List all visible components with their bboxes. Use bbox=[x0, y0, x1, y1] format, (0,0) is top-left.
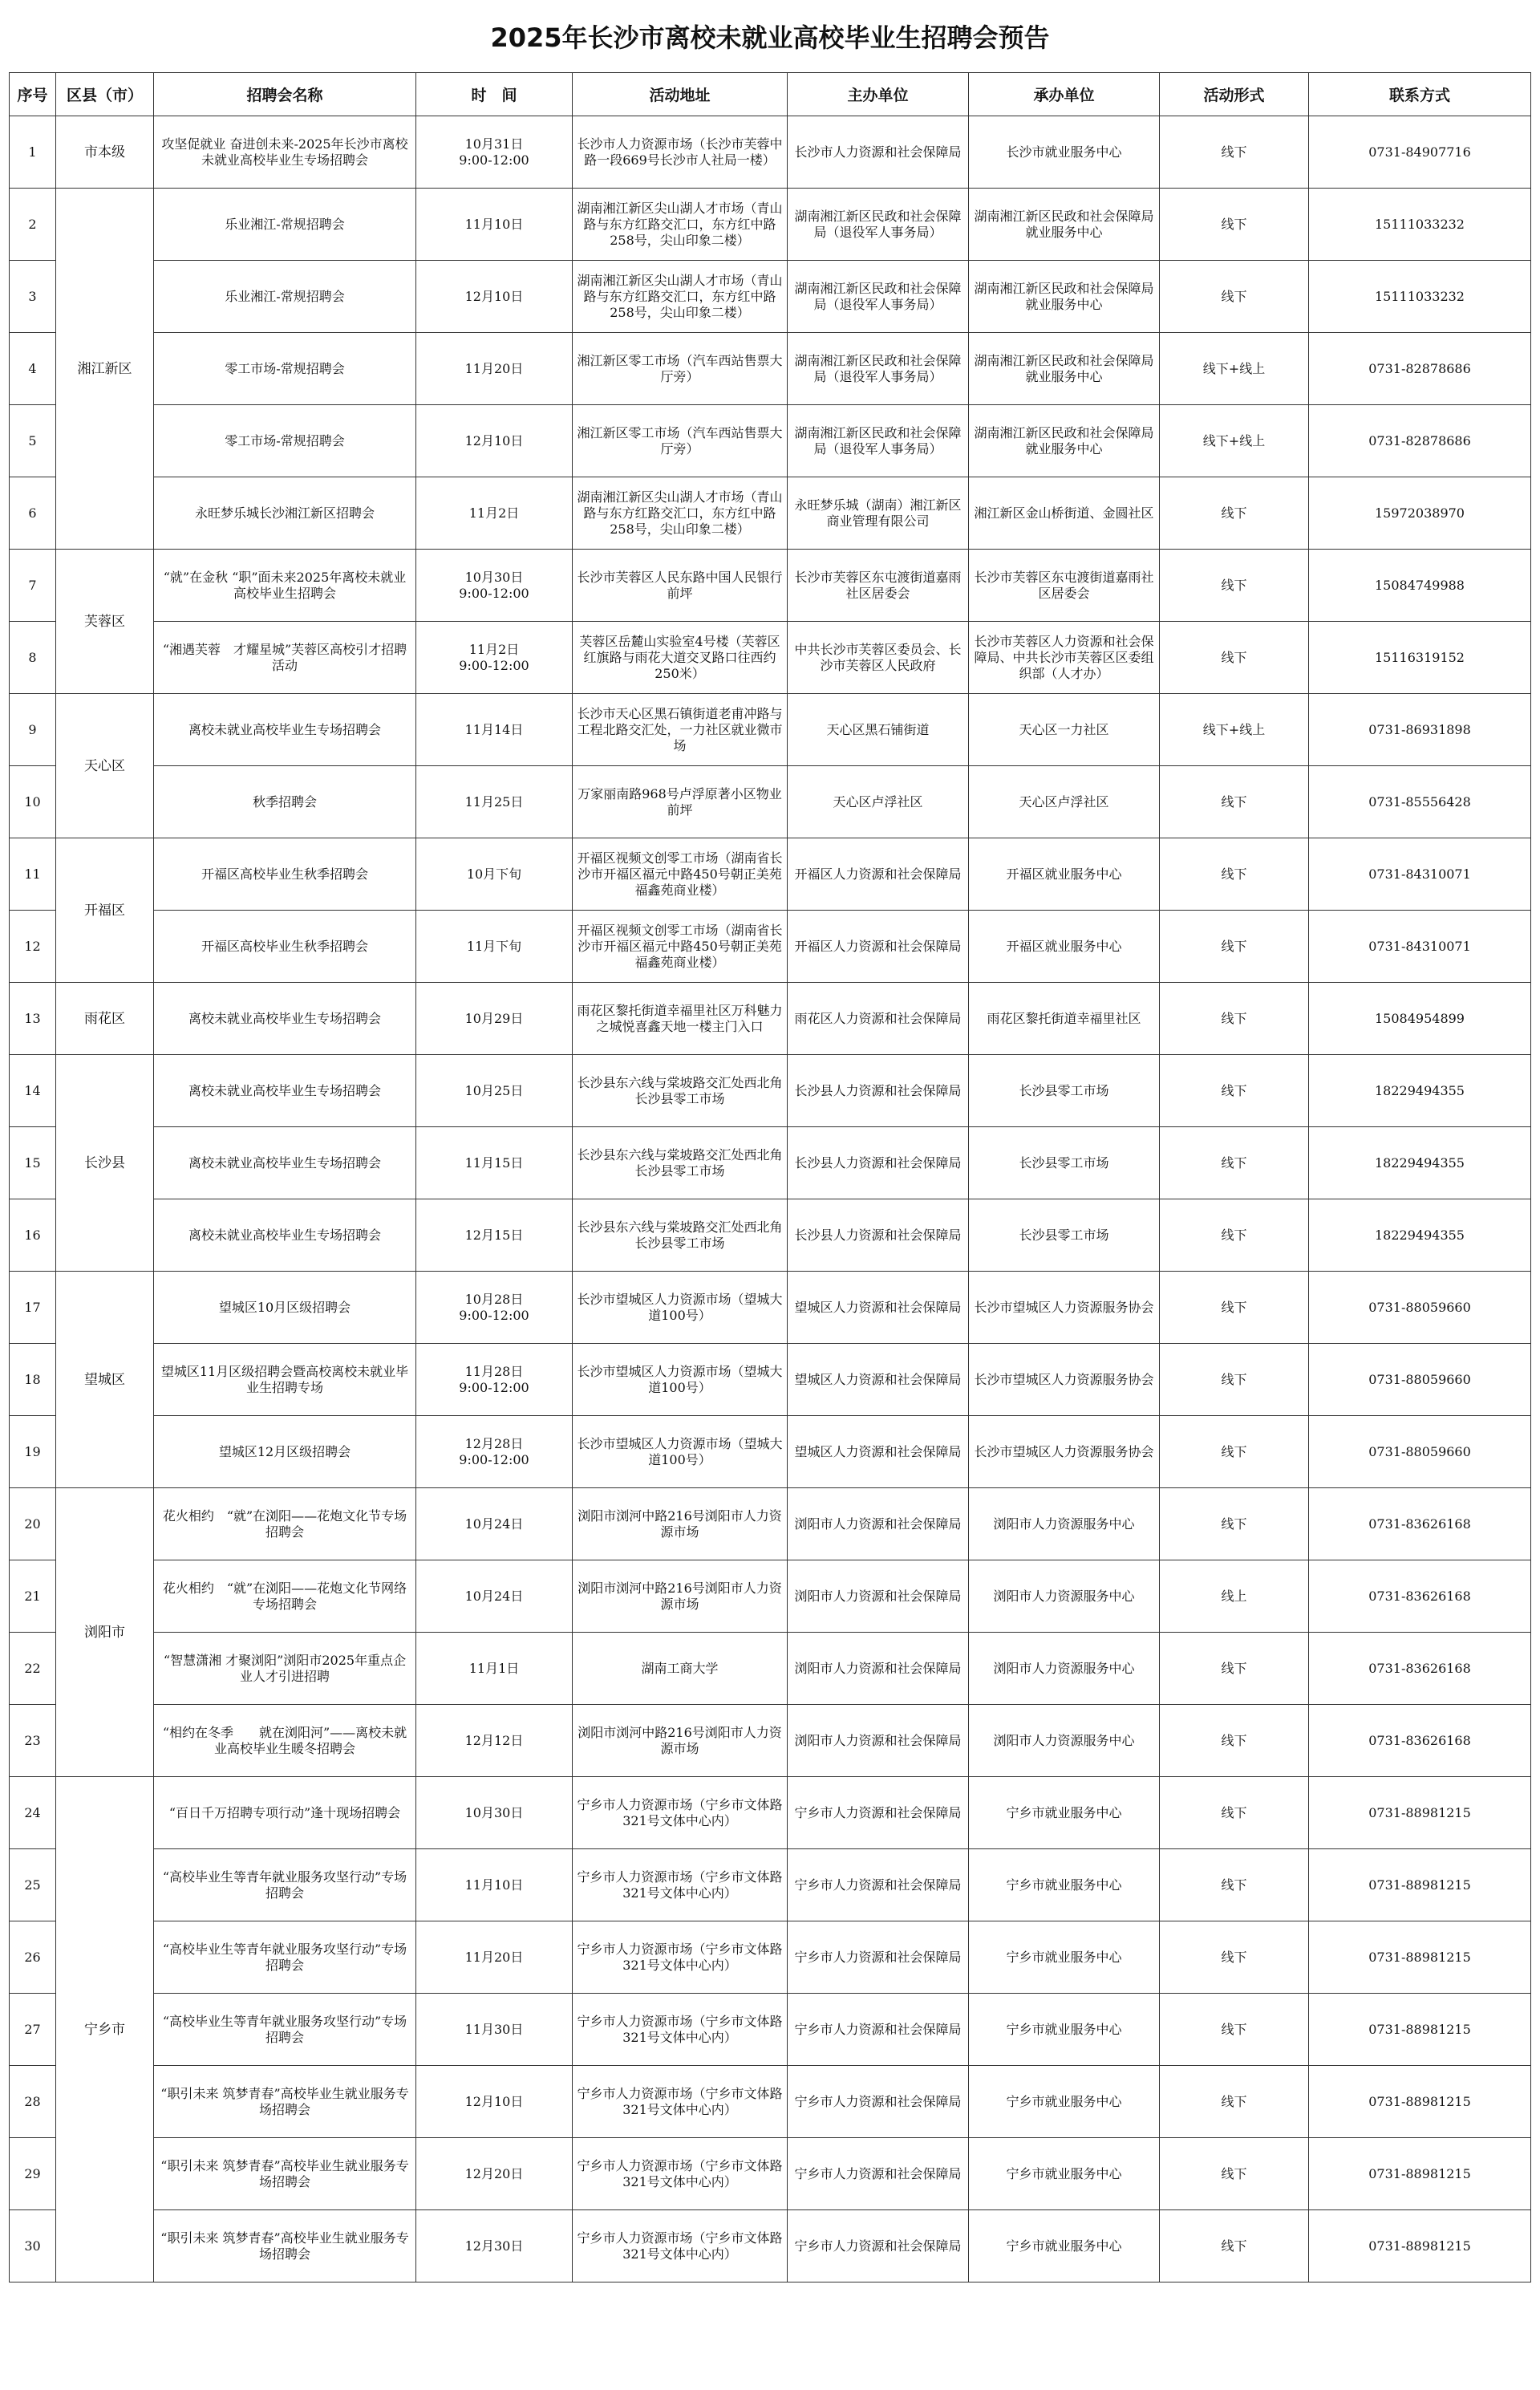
row-address: 浏阳市浏河中路216号浏阳市人力资源市场 bbox=[573, 1488, 788, 1560]
row-address: 长沙市人力资源市场（长沙市芙蓉中路一段669号长沙市人社局一楼） bbox=[573, 116, 788, 189]
row-address: 湖南湘江新区尖山湖人才市场（青山路与东方红路交汇口，东方红中路258号，尖山印象二楼） bbox=[573, 477, 788, 550]
table-row bbox=[10, 1488, 1531, 1560]
row-format: 线下+线上 bbox=[1160, 694, 1309, 766]
row-number: 12 bbox=[10, 911, 56, 983]
row-district: 市本级 bbox=[56, 116, 154, 189]
row-organizer: 宁乡市就业服务中心 bbox=[969, 1994, 1160, 2066]
row-address: 宁乡市人力资源市场（宁乡市文体路321号文体中心内） bbox=[573, 1994, 788, 2066]
row-number: 3 bbox=[10, 261, 56, 333]
row-fair-name: 花火相约 “就”在浏阳——花炮文化节专场招聘会 bbox=[154, 1488, 416, 1560]
row-district: 天心区 bbox=[56, 694, 154, 838]
row-format: 线下 bbox=[1160, 1633, 1309, 1705]
row-organizer: 长沙县零工市场 bbox=[969, 1199, 1160, 1272]
row-organizer: 浏阳市人力资源服务中心 bbox=[969, 1633, 1160, 1705]
row-organizer: 湘江新区金山桥街道、金圆社区 bbox=[969, 477, 1160, 550]
table-row bbox=[10, 2210, 1531, 2282]
row-time: 11月15日 bbox=[416, 1127, 573, 1199]
row-host: 宁乡市人力资源和社会保障局 bbox=[788, 2066, 969, 2138]
row-contact: 15084749988 bbox=[1309, 550, 1531, 622]
row-format: 线下+线上 bbox=[1160, 333, 1309, 405]
row-fair-name: “湘遇芙蓉 才耀星城”芙蓉区高校引才招聘活动 bbox=[154, 622, 416, 694]
row-format: 线下 bbox=[1160, 1127, 1309, 1199]
row-organizer: 宁乡市就业服务中心 bbox=[969, 1777, 1160, 1849]
row-format: 线下 bbox=[1160, 477, 1309, 550]
row-contact: 0731-88059660 bbox=[1309, 1272, 1531, 1344]
table-row bbox=[10, 766, 1531, 838]
row-host: 湖南湘江新区民政和社会保障局（退役军人事务局） bbox=[788, 333, 969, 405]
row-host: 长沙市芙蓉区东屯渡街道嘉雨社区居委会 bbox=[788, 550, 969, 622]
row-time: 10月30日 9:00-12:00 bbox=[416, 550, 573, 622]
row-fair-name: “职引未来 筑梦青春”高校毕业生就业服务专场招聘会 bbox=[154, 2210, 416, 2282]
row-number: 19 bbox=[10, 1416, 56, 1488]
row-fair-name: “智慧潇湘 才聚浏阳”浏阳市2025年重点企业人才引进招聘 bbox=[154, 1633, 416, 1705]
row-organizer: 开福区就业服务中心 bbox=[969, 911, 1160, 983]
row-format: 线下 bbox=[1160, 116, 1309, 189]
row-organizer: 天心区卢浮社区 bbox=[969, 766, 1160, 838]
row-address: 湖南湘江新区尖山湖人才市场（青山路与东方红路交汇口，东方红中路258号，尖山印象二楼） bbox=[573, 261, 788, 333]
row-organizer: 湖南湘江新区民政和社会保障局就业服务中心 bbox=[969, 405, 1160, 477]
row-time: 11月10日 bbox=[416, 189, 573, 261]
table-row bbox=[10, 116, 1531, 189]
row-host: 天心区黑石铺街道 bbox=[788, 694, 969, 766]
row-time: 12月10日 bbox=[416, 261, 573, 333]
row-organizer: 天心区一力社区 bbox=[969, 694, 1160, 766]
row-contact: 0731-82878686 bbox=[1309, 405, 1531, 477]
row-fair-name: “高校毕业生等青年就业服务攻坚行动”专场招聘会 bbox=[154, 1994, 416, 2066]
row-number: 9 bbox=[10, 694, 56, 766]
row-host: 中共长沙市芙蓉区委员会、长沙市芙蓉区人民政府 bbox=[788, 622, 969, 694]
row-contact: 0731-88981215 bbox=[1309, 1994, 1531, 2066]
row-address: 长沙市望城区人力资源市场（望城大道100号） bbox=[573, 1272, 788, 1344]
row-fair-name: 秋季招聘会 bbox=[154, 766, 416, 838]
row-time: 11月20日 bbox=[416, 1921, 573, 1994]
table-row bbox=[10, 477, 1531, 550]
row-address: 芙蓉区岳麓山实验室4号楼（芙蓉区红旗路与雨花大道交叉路口往西约250米） bbox=[573, 622, 788, 694]
row-time: 12月30日 bbox=[416, 2210, 573, 2282]
row-host: 浏阳市人力资源和社会保障局 bbox=[788, 1633, 969, 1705]
row-number: 20 bbox=[10, 1488, 56, 1560]
row-organizer: 宁乡市就业服务中心 bbox=[969, 2066, 1160, 2138]
row-format: 线下 bbox=[1160, 1849, 1309, 1921]
row-host: 湖南湘江新区民政和社会保障局（退役军人事务局） bbox=[788, 189, 969, 261]
row-time: 11月20日 bbox=[416, 333, 573, 405]
table-row bbox=[10, 1055, 1531, 1127]
row-format: 线下 bbox=[1160, 911, 1309, 983]
row-host: 宁乡市人力资源和社会保障局 bbox=[788, 1921, 969, 1994]
row-contact: 0731-88059660 bbox=[1309, 1416, 1531, 1488]
row-host: 浏阳市人力资源和社会保障局 bbox=[788, 1488, 969, 1560]
row-address: 宁乡市人力资源市场（宁乡市文体路321号文体中心内） bbox=[573, 2210, 788, 2282]
table-row bbox=[10, 261, 1531, 333]
row-contact: 0731-85556428 bbox=[1309, 766, 1531, 838]
row-organizer: 雨花区黎托街道幸福里社区 bbox=[969, 983, 1160, 1055]
row-number: 4 bbox=[10, 333, 56, 405]
row-number: 13 bbox=[10, 983, 56, 1055]
row-fair-name: “相约在冬季 就在浏阳河”——离校未就业高校毕业生暖冬招聘会 bbox=[154, 1705, 416, 1777]
row-host: 宁乡市人力资源和社会保障局 bbox=[788, 1849, 969, 1921]
table-row bbox=[10, 1344, 1531, 1416]
row-contact: 18229494355 bbox=[1309, 1127, 1531, 1199]
row-number: 2 bbox=[10, 189, 56, 261]
row-organizer: 湖南湘江新区民政和社会保障局就业服务中心 bbox=[969, 333, 1160, 405]
row-contact: 0731-88981215 bbox=[1309, 2138, 1531, 2210]
row-number: 29 bbox=[10, 2138, 56, 2210]
row-format: 线下 bbox=[1160, 1272, 1309, 1344]
row-district: 开福区 bbox=[56, 838, 154, 983]
row-address: 长沙市芙蓉区人民东路中国人民银行前坪 bbox=[573, 550, 788, 622]
row-contact: 0731-84907716 bbox=[1309, 116, 1531, 189]
row-organizer: 长沙市芙蓉区东屯渡街道嘉雨社区居委会 bbox=[969, 550, 1160, 622]
row-fair-name: 永旺梦乐城长沙湘江新区招聘会 bbox=[154, 477, 416, 550]
row-time: 12月15日 bbox=[416, 1199, 573, 1272]
row-address: 长沙市天心区黑石镇街道老甫冲路与工程北路交汇处，一力社区就业微市场 bbox=[573, 694, 788, 766]
row-contact: 0731-84310071 bbox=[1309, 911, 1531, 983]
row-host: 开福区人力资源和社会保障局 bbox=[788, 911, 969, 983]
row-contact: 0731-88981215 bbox=[1309, 1849, 1531, 1921]
row-time: 11月下旬 bbox=[416, 911, 573, 983]
row-number: 27 bbox=[10, 1994, 56, 2066]
row-address: 浏阳市浏河中路216号浏阳市人力资源市场 bbox=[573, 1705, 788, 1777]
row-number: 18 bbox=[10, 1344, 56, 1416]
row-contact: 0731-88981215 bbox=[1309, 1921, 1531, 1994]
col-header-time: 时 间 bbox=[416, 73, 573, 116]
row-time: 12月10日 bbox=[416, 2066, 573, 2138]
row-format: 线下 bbox=[1160, 766, 1309, 838]
table-row bbox=[10, 1272, 1531, 1344]
row-host: 长沙县人力资源和社会保障局 bbox=[788, 1055, 969, 1127]
row-host: 湖南湘江新区民政和社会保障局（退役军人事务局） bbox=[788, 405, 969, 477]
row-host: 开福区人力资源和社会保障局 bbox=[788, 838, 969, 911]
row-time: 10月下旬 bbox=[416, 838, 573, 911]
row-contact: 0731-86931898 bbox=[1309, 694, 1531, 766]
row-organizer: 宁乡市就业服务中心 bbox=[969, 2210, 1160, 2282]
table-row bbox=[10, 333, 1531, 405]
table-row bbox=[10, 1633, 1531, 1705]
row-time: 11月14日 bbox=[416, 694, 573, 766]
row-contact: 18229494355 bbox=[1309, 1199, 1531, 1272]
row-contact: 15116319152 bbox=[1309, 622, 1531, 694]
row-number: 5 bbox=[10, 405, 56, 477]
row-fair-name: 乐业湘江-常规招聘会 bbox=[154, 261, 416, 333]
row-time: 12月20日 bbox=[416, 2138, 573, 2210]
row-address: 宁乡市人力资源市场（宁乡市文体路321号文体中心内） bbox=[573, 1921, 788, 1994]
row-number: 26 bbox=[10, 1921, 56, 1994]
row-contact: 0731-88059660 bbox=[1309, 1344, 1531, 1416]
row-time: 11月2日 bbox=[416, 477, 573, 550]
row-number: 14 bbox=[10, 1055, 56, 1127]
table-row bbox=[10, 1849, 1531, 1921]
row-address: 湖南湘江新区尖山湖人才市场（青山路与东方红路交汇口，东方红中路258号，尖山印象二楼） bbox=[573, 189, 788, 261]
row-host: 望城区人力资源和社会保障局 bbox=[788, 1272, 969, 1344]
row-contact: 0731-88981215 bbox=[1309, 2210, 1531, 2282]
col-header-address: 活动地址 bbox=[573, 73, 788, 116]
row-fair-name: 攻坚促就业 奋进创未来-2025年长沙市离校未就业高校毕业生专场招聘会 bbox=[154, 116, 416, 189]
row-fair-name: “高校毕业生等青年就业服务攻坚行动”专场招聘会 bbox=[154, 1921, 416, 1994]
row-organizer: 长沙县零工市场 bbox=[969, 1127, 1160, 1199]
col-header-host: 主办单位 bbox=[788, 73, 969, 116]
row-format: 线下 bbox=[1160, 550, 1309, 622]
row-format: 线下+线上 bbox=[1160, 405, 1309, 477]
table-row bbox=[10, 622, 1531, 694]
row-number: 15 bbox=[10, 1127, 56, 1199]
row-format: 线上 bbox=[1160, 1560, 1309, 1633]
job-fair-table bbox=[9, 72, 1531, 2282]
col-header-format: 活动形式 bbox=[1160, 73, 1309, 116]
row-format: 线下 bbox=[1160, 1994, 1309, 2066]
row-organizer: 长沙市望城区人力资源服务协会 bbox=[969, 1272, 1160, 1344]
row-format: 线下 bbox=[1160, 2138, 1309, 2210]
row-time: 11月28日 9:00-12:00 bbox=[416, 1344, 573, 1416]
row-number: 8 bbox=[10, 622, 56, 694]
row-address: 开福区视频文创零工市场（湖南省长沙市开福区福元中路450号朝正美苑福鑫苑商业楼） bbox=[573, 838, 788, 911]
row-contact: 0731-83626168 bbox=[1309, 1705, 1531, 1777]
row-organizer: 长沙市就业服务中心 bbox=[969, 116, 1160, 189]
row-host: 浏阳市人力资源和社会保障局 bbox=[788, 1560, 969, 1633]
table-header-row bbox=[10, 73, 1531, 116]
row-host: 宁乡市人力资源和社会保障局 bbox=[788, 1777, 969, 1849]
row-format: 线下 bbox=[1160, 261, 1309, 333]
table-row bbox=[10, 405, 1531, 477]
row-district: 湘江新区 bbox=[56, 189, 154, 550]
row-address: 浏阳市浏河中路216号浏阳市人力资源市场 bbox=[573, 1560, 788, 1633]
row-address: 雨花区黎托街道幸福里社区万科魅力之城悦喜鑫天地一楼主门入口 bbox=[573, 983, 788, 1055]
row-district: 浏阳市 bbox=[56, 1488, 154, 1777]
row-fair-name: 离校未就业高校毕业生专场招聘会 bbox=[154, 1199, 416, 1272]
row-fair-name: “高校毕业生等青年就业服务攻坚行动”专场招聘会 bbox=[154, 1849, 416, 1921]
col-header-contact: 联系方式 bbox=[1309, 73, 1531, 116]
row-time: 10月25日 bbox=[416, 1055, 573, 1127]
row-contact: 15111033232 bbox=[1309, 189, 1531, 261]
table-row bbox=[10, 550, 1531, 622]
row-host: 长沙县人力资源和社会保障局 bbox=[788, 1199, 969, 1272]
row-organizer: 浏阳市人力资源服务中心 bbox=[969, 1705, 1160, 1777]
row-fair-name: “就”在金秋 “职”面未来2025年离校未就业高校毕业生招聘会 bbox=[154, 550, 416, 622]
row-contact: 0731-83626168 bbox=[1309, 1488, 1531, 1560]
row-host: 宁乡市人力资源和社会保障局 bbox=[788, 2138, 969, 2210]
row-fair-name: 零工市场-常规招聘会 bbox=[154, 333, 416, 405]
row-host: 雨花区人力资源和社会保障局 bbox=[788, 983, 969, 1055]
row-contact: 0731-88981215 bbox=[1309, 1777, 1531, 1849]
row-format: 线下 bbox=[1160, 1777, 1309, 1849]
col-header-no: 序号 bbox=[10, 73, 56, 116]
row-fair-name: 离校未就业高校毕业生专场招聘会 bbox=[154, 1055, 416, 1127]
page-title: 2025年长沙市离校未就业高校毕业生招聘会预告 bbox=[490, 22, 1050, 53]
row-contact: 15084954899 bbox=[1309, 983, 1531, 1055]
row-host: 长沙市人力资源和社会保障局 bbox=[788, 116, 969, 189]
row-time: 12月12日 bbox=[416, 1705, 573, 1777]
table-row bbox=[10, 1921, 1531, 1994]
row-time: 10月24日 bbox=[416, 1488, 573, 1560]
row-contact: 15111033232 bbox=[1309, 261, 1531, 333]
row-format: 线下 bbox=[1160, 1705, 1309, 1777]
row-address: 开福区视频文创零工市场（湖南省长沙市开福区福元中路450号朝正美苑福鑫苑商业楼） bbox=[573, 911, 788, 983]
row-organizer: 湖南湘江新区民政和社会保障局就业服务中心 bbox=[969, 261, 1160, 333]
row-contact: 0731-82878686 bbox=[1309, 333, 1531, 405]
row-organizer: 长沙县零工市场 bbox=[969, 1055, 1160, 1127]
row-organizer: 长沙市望城区人力资源服务协会 bbox=[969, 1416, 1160, 1488]
table-row bbox=[10, 1777, 1531, 1849]
row-time: 10月29日 bbox=[416, 983, 573, 1055]
row-format: 线下 bbox=[1160, 1344, 1309, 1416]
row-number: 21 bbox=[10, 1560, 56, 1633]
row-fair-name: 开福区高校毕业生秋季招聘会 bbox=[154, 838, 416, 911]
row-address: 万家丽南路968号卢浮原著小区物业前坪 bbox=[573, 766, 788, 838]
row-number: 28 bbox=[10, 2066, 56, 2138]
col-header-name: 招聘会名称 bbox=[154, 73, 416, 116]
row-time: 12月10日 bbox=[416, 405, 573, 477]
row-district: 芙蓉区 bbox=[56, 550, 154, 694]
row-number: 1 bbox=[10, 116, 56, 189]
row-address: 湖南工商大学 bbox=[573, 1633, 788, 1705]
row-organizer: 湖南湘江新区民政和社会保障局就业服务中心 bbox=[969, 189, 1160, 261]
table-row bbox=[10, 838, 1531, 911]
table-row bbox=[10, 1199, 1531, 1272]
row-address: 宁乡市人力资源市场（宁乡市文体路321号文体中心内） bbox=[573, 1849, 788, 1921]
row-district: 长沙县 bbox=[56, 1055, 154, 1272]
row-address: 宁乡市人力资源市场（宁乡市文体路321号文体中心内） bbox=[573, 1777, 788, 1849]
row-contact: 18229494355 bbox=[1309, 1055, 1531, 1127]
row-format: 线下 bbox=[1160, 983, 1309, 1055]
row-fair-name: 离校未就业高校毕业生专场招聘会 bbox=[154, 1127, 416, 1199]
row-time: 10月28日 9:00-12:00 bbox=[416, 1272, 573, 1344]
row-contact: 15972038970 bbox=[1309, 477, 1531, 550]
row-fair-name: 望城区10月区级招聘会 bbox=[154, 1272, 416, 1344]
row-organizer: 宁乡市就业服务中心 bbox=[969, 1921, 1160, 1994]
table-body bbox=[10, 116, 1531, 2282]
row-address: 宁乡市人力资源市场（宁乡市文体路321号文体中心内） bbox=[573, 2138, 788, 2210]
row-format: 线下 bbox=[1160, 1488, 1309, 1560]
table-row bbox=[10, 911, 1531, 983]
row-time: 11月1日 bbox=[416, 1633, 573, 1705]
row-address: 长沙市望城区人力资源市场（望城大道100号） bbox=[573, 1416, 788, 1488]
row-time: 11月2日 9:00-12:00 bbox=[416, 622, 573, 694]
row-host: 望城区人力资源和社会保障局 bbox=[788, 1416, 969, 1488]
row-number: 17 bbox=[10, 1272, 56, 1344]
row-host: 望城区人力资源和社会保障局 bbox=[788, 1344, 969, 1416]
row-host: 永旺梦乐城（湖南）湘江新区商业管理有限公司 bbox=[788, 477, 969, 550]
row-format: 线下 bbox=[1160, 189, 1309, 261]
row-host: 宁乡市人力资源和社会保障局 bbox=[788, 1994, 969, 2066]
row-organizer: 浏阳市人力资源服务中心 bbox=[969, 1560, 1160, 1633]
table-row bbox=[10, 2138, 1531, 2210]
row-time: 11月10日 bbox=[416, 1849, 573, 1921]
row-address: 长沙县东六线与棠坡路交汇处西北角长沙县零工市场 bbox=[573, 1127, 788, 1199]
row-host: 湖南湘江新区民政和社会保障局（退役军人事务局） bbox=[788, 261, 969, 333]
row-address: 宁乡市人力资源市场（宁乡市文体路321号文体中心内） bbox=[573, 2066, 788, 2138]
row-number: 16 bbox=[10, 1199, 56, 1272]
row-time: 10月24日 bbox=[416, 1560, 573, 1633]
table-row bbox=[10, 1127, 1531, 1199]
table-row bbox=[10, 694, 1531, 766]
row-organizer: 宁乡市就业服务中心 bbox=[969, 1849, 1160, 1921]
row-fair-name: 开福区高校毕业生秋季招聘会 bbox=[154, 911, 416, 983]
row-address: 长沙县东六线与棠坡路交汇处西北角长沙县零工市场 bbox=[573, 1199, 788, 1272]
row-number: 10 bbox=[10, 766, 56, 838]
row-host: 浏阳市人力资源和社会保障局 bbox=[788, 1705, 969, 1777]
row-format: 线下 bbox=[1160, 1199, 1309, 1272]
row-contact: 0731-83626168 bbox=[1309, 1560, 1531, 1633]
row-organizer: 长沙市望城区人力资源服务协会 bbox=[969, 1344, 1160, 1416]
row-fair-name: 离校未就业高校毕业生专场招聘会 bbox=[154, 694, 416, 766]
row-time: 12月28日 9:00-12:00 bbox=[416, 1416, 573, 1488]
row-number: 30 bbox=[10, 2210, 56, 2282]
row-organizer: 浏阳市人力资源服务中心 bbox=[969, 1488, 1160, 1560]
row-district: 雨花区 bbox=[56, 983, 154, 1055]
row-address: 湘江新区零工市场（汽车西站售票大厅旁） bbox=[573, 333, 788, 405]
row-time: 11月30日 bbox=[416, 1994, 573, 2066]
table-row bbox=[10, 1560, 1531, 1633]
row-time: 11月25日 bbox=[416, 766, 573, 838]
row-format: 线下 bbox=[1160, 2066, 1309, 2138]
table-row bbox=[10, 1994, 1531, 2066]
row-contact: 0731-83626168 bbox=[1309, 1633, 1531, 1705]
row-number: 22 bbox=[10, 1633, 56, 1705]
row-fair-name: 离校未就业高校毕业生专场招聘会 bbox=[154, 983, 416, 1055]
table-row bbox=[10, 1416, 1531, 1488]
row-number: 11 bbox=[10, 838, 56, 911]
row-fair-name: “职引未来 筑梦青春”高校毕业生就业服务专场招聘会 bbox=[154, 2066, 416, 2138]
row-number: 24 bbox=[10, 1777, 56, 1849]
row-number: 7 bbox=[10, 550, 56, 622]
row-host: 宁乡市人力资源和社会保障局 bbox=[788, 2210, 969, 2282]
row-contact: 0731-84310071 bbox=[1309, 838, 1531, 911]
table-row bbox=[10, 189, 1531, 261]
row-format: 线下 bbox=[1160, 1416, 1309, 1488]
row-organizer: 长沙市芙蓉区人力资源和社会保障局、中共长沙市芙蓉区区委组织部（人才办） bbox=[969, 622, 1160, 694]
table-row bbox=[10, 2066, 1531, 2138]
row-district: 望城区 bbox=[56, 1272, 154, 1488]
row-format: 线下 bbox=[1160, 622, 1309, 694]
row-address: 长沙市望城区人力资源市场（望城大道100号） bbox=[573, 1344, 788, 1416]
row-number: 23 bbox=[10, 1705, 56, 1777]
row-number: 25 bbox=[10, 1849, 56, 1921]
row-number: 6 bbox=[10, 477, 56, 550]
row-fair-name: 望城区11月区级招聘会暨高校离校未就业毕业生招聘专场 bbox=[154, 1344, 416, 1416]
row-address: 湘江新区零工市场（汽车西站售票大厅旁） bbox=[573, 405, 788, 477]
row-format: 线下 bbox=[1160, 1055, 1309, 1127]
row-fair-name: 乐业湘江-常规招聘会 bbox=[154, 189, 416, 261]
row-district: 宁乡市 bbox=[56, 1777, 154, 2282]
row-format: 线下 bbox=[1160, 1921, 1309, 1994]
row-time: 10月31日 9:00-12:00 bbox=[416, 116, 573, 189]
row-fair-name: “职引未来 筑梦青春”高校毕业生就业服务专场招聘会 bbox=[154, 2138, 416, 2210]
row-organizer: 宁乡市就业服务中心 bbox=[969, 2138, 1160, 2210]
row-host: 天心区卢浮社区 bbox=[788, 766, 969, 838]
table-row bbox=[10, 1705, 1531, 1777]
row-organizer: 开福区就业服务中心 bbox=[969, 838, 1160, 911]
row-address: 长沙县东六线与棠坡路交汇处西北角长沙县零工市场 bbox=[573, 1055, 788, 1127]
row-fair-name: 零工市场-常规招聘会 bbox=[154, 405, 416, 477]
row-contact: 0731-88981215 bbox=[1309, 2066, 1531, 2138]
col-header-organizer: 承办单位 bbox=[969, 73, 1160, 116]
row-format: 线下 bbox=[1160, 838, 1309, 911]
table-row bbox=[10, 983, 1531, 1055]
row-format: 线下 bbox=[1160, 2210, 1309, 2282]
row-fair-name: 花火相约 “就”在浏阳——花炮文化节网络专场招聘会 bbox=[154, 1560, 416, 1633]
col-header-district: 区县（市） bbox=[56, 73, 154, 116]
row-fair-name: “百日千万招聘专项行动”逢十现场招聘会 bbox=[154, 1777, 416, 1849]
row-fair-name: 望城区12月区级招聘会 bbox=[154, 1416, 416, 1488]
row-host: 长沙县人力资源和社会保障局 bbox=[788, 1127, 969, 1199]
row-time: 10月30日 bbox=[416, 1777, 573, 1849]
